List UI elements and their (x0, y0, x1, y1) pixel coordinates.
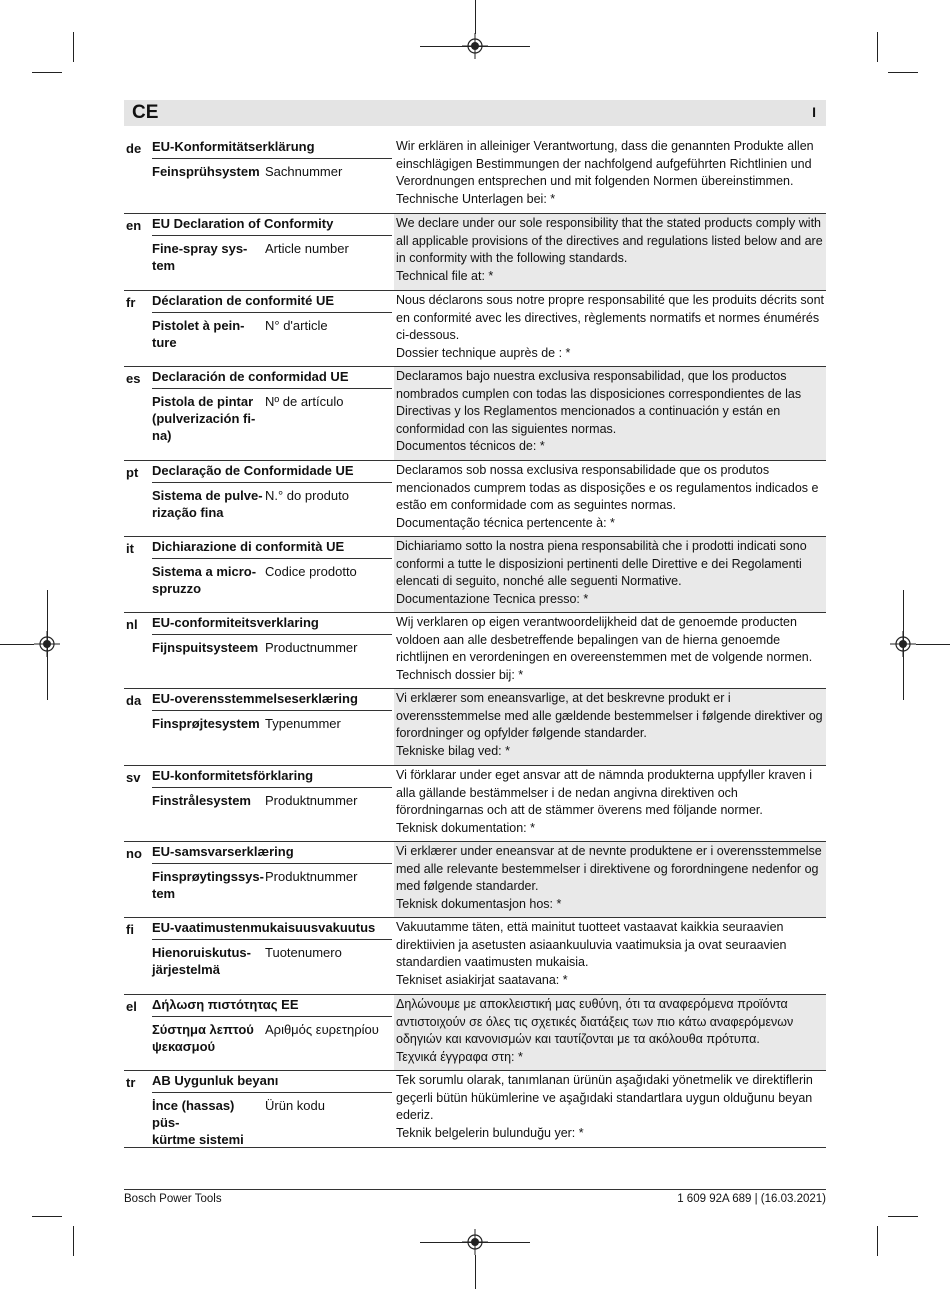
product-name: Pistolet à pein- ture (152, 318, 245, 350)
declaration-title: EU-Konformitätserklärung (152, 137, 392, 159)
product-name: Fine-spray sys- tem (152, 241, 248, 273)
product-info (152, 559, 392, 603)
technical-file-label: Technical file at: * (396, 268, 494, 283)
declaration-title: EU-konformitetsförklaring (152, 766, 392, 788)
declaration-statement: Wir erklären in alleiniger Verantwortung, dass die genannten Produkte allen einschlägigen Bestimmungen der nachfolgend aufgeführten Richtlinien und Verordnungen entsprechen und mit folgenden Normen übereinstimmen. (396, 139, 814, 188)
language-code: da (126, 693, 142, 708)
declaration-title: Dichiarazione di conformità UE (152, 537, 392, 559)
product-name: Pistola de pintar (pulverización fi- na) (152, 394, 256, 443)
declaration-table (124, 137, 826, 1148)
product-name: Hienoruiskutus- järjestelmä (152, 945, 251, 977)
product-name: Feinsprühsystem (152, 164, 260, 179)
article-number-label: N° d'article (265, 318, 328, 333)
declaration-title: EU-conformiteitsverklaring (152, 613, 392, 635)
footer-brand: Bosch Power Tools (124, 1193, 222, 1205)
declaration-title: Declaración de conformidad UE (152, 367, 392, 389)
declaration-text (394, 291, 826, 366)
declaration-statement: Wij verklaren op eigen verantwoordelijkheid dat de genoemde producten voldoen aan alle desbetreffende bepalingen van de hierna genoemde richtlijnen en verordeningen en overeenstemmen met de volgende normen. (396, 615, 813, 664)
technical-file-label: Documentos técnicos de: * (396, 439, 545, 453)
declaration-title: EU-samsvarserklæring (152, 842, 392, 864)
product-name: Finsprøytingssys- tem (152, 869, 264, 901)
product-info (152, 788, 392, 815)
product-name: İnce (hassas) püs- kürtme sistemi (152, 1098, 244, 1147)
page-header (124, 100, 826, 126)
technical-file-label: Τεχνικά έγγραφα στη: * (396, 1049, 523, 1064)
declaration-title: Δήλωση πιστότητας ΕΕ (152, 995, 392, 1017)
crop-mark (888, 1216, 918, 1217)
declaration-text (394, 1071, 826, 1147)
ce-mark: CE (132, 102, 159, 123)
technical-file-label: Technisch dossier bij: * (396, 667, 524, 682)
declaration-row (124, 537, 826, 613)
product-info (152, 483, 392, 527)
declaration-title: Déclaration de conformité UE (152, 291, 392, 313)
declaration-meta (152, 995, 392, 1061)
article-number-label: Ürün kodu (265, 1098, 325, 1113)
page-number: I (812, 104, 816, 120)
article-number-label: Article number (265, 241, 349, 256)
declaration-row (124, 995, 826, 1071)
declaration-statement: Tek sorumlu olarak, tanımlanan ürünün aşağıdaki yönetmelik ve direktiflerin geçerli bütün hükümlerine ve aşağıdaki standartlara uygun olduğunu beyan ederiz. (396, 1073, 813, 1122)
crop-mark (877, 1226, 878, 1256)
technical-file-label: Tekniset asiakirjat saatavana: * (396, 972, 568, 987)
declaration-text (394, 613, 826, 688)
technical-file-label: Teknisk dokumentation: * (396, 820, 535, 835)
declaration-meta (152, 613, 392, 662)
declaration-text (394, 689, 826, 765)
declaration-row (124, 842, 826, 918)
crop-mark (475, 0, 476, 34)
language-code: fr (126, 295, 136, 310)
declaration-row (124, 291, 826, 367)
declaration-statement: Dichiariamo sotto la nostra piena responsabilità che i prodotti indicati sono conformi a tutte le disposizioni pertinenti delle Direttive e dei Regolamenti elencati di seguito, nonché alle seguenti Normative. (396, 539, 807, 588)
article-number-label: Codice prodotto (265, 564, 357, 579)
article-number-label: Αριθμός ευρετηρίου (265, 1022, 379, 1037)
declaration-statement: Declaramos sob nossa exclusiva responsabilidade que os produtos mencionados cumprem todas as disposições e os regulamentos indicados e estão em conformidade com as seguintes normas. (396, 463, 819, 512)
footer-doc-number: 1 609 92A 689 | (16.03.2021) (677, 1193, 826, 1205)
declaration-statement: Vakuutamme täten, että mainitut tuotteet vastaavat kaikkia seuraavien direktiivien ja asetusten asiaankuuluvia vaatimuksia ja ovat seuraavien standardien vaatimusten mukaisia. (396, 920, 787, 969)
declaration-meta (152, 214, 392, 280)
product-name: Σύστημα λεπτού ψεκασμού (152, 1022, 254, 1054)
technical-file-label: Documentação técnica pertencente à: * (396, 515, 615, 530)
language-code: pt (126, 465, 139, 480)
crop-mark (877, 32, 878, 62)
product-info (152, 635, 392, 662)
declaration-row (124, 461, 826, 537)
declaration-statement: Vi erklærer som eneansvarlige, at det beskrevne produkt er i overensstemmelse med alle gældende bestemmelser i følgende direktiver og forordninger og opfylder følgende standarder. (396, 691, 823, 740)
declaration-title: EU Declaration of Conformity (152, 214, 392, 236)
product-name: Fijnspuitsysteem (152, 640, 259, 655)
declaration-title: EU-vaatimustenmukaisuusvakuutus (152, 918, 392, 940)
technical-file-label: Technische Unterlagen bei: * (396, 191, 556, 206)
language-code: nl (126, 617, 138, 632)
product-info (152, 940, 392, 984)
declaration-text (394, 842, 826, 917)
declaration-statement: Nous déclarons sous notre propre responsabilité que les produits décrits sont en conformité avec les directives, règlements normatifs et normes énumérés ci-dessous. (396, 293, 825, 342)
article-number-label: Typenummer (265, 716, 341, 731)
crop-mark (420, 1242, 530, 1243)
declaration-meta (152, 842, 392, 908)
declaration-row (124, 367, 826, 461)
declaration-text (394, 995, 826, 1070)
crop-mark (916, 644, 950, 645)
product-info (152, 1093, 392, 1154)
language-code: fi (126, 922, 134, 937)
language-code: tr (126, 1075, 136, 1090)
declaration-row (124, 214, 826, 291)
language-code: no (126, 846, 142, 861)
declaration-statement: Vi erklærer under eneansvar at de nevnte produktene er i overensstemmelse med alle relevante bestemmelser i direktivene og forordningene nedenfor og med følgende standarder. (396, 844, 822, 893)
declaration-meta (152, 1071, 392, 1154)
declaration-title: AB Uygunluk beyanı (152, 1071, 392, 1093)
declaration-statement: Declaramos bajo nuestra exclusiva responsabilidad, que los productos nombrados cumplen con todas las disposiciones correspondientes de las Directivas y los Reglamentos mencionados a continuación y están en conformidad con las siguientes normas. (396, 369, 802, 436)
product-info (152, 159, 392, 186)
declaration-title: EU-overensstemmelseserklæring (152, 689, 392, 711)
declaration-meta (152, 461, 392, 527)
technical-file-label: Teknik belgelerin bulunduğu yer: * (396, 1125, 584, 1140)
declaration-meta (152, 137, 392, 186)
product-info (152, 389, 392, 450)
declaration-text (394, 918, 826, 994)
declaration-meta (152, 537, 392, 603)
declaration-meta (152, 689, 392, 738)
crop-mark (903, 590, 904, 700)
article-number-label: Sachnummer (265, 164, 343, 179)
declaration-meta (152, 766, 392, 815)
language-code: de (126, 141, 142, 156)
crop-mark (32, 1216, 62, 1217)
declaration-row (124, 613, 826, 689)
technical-file-label: Tekniske bilag ved: * (396, 743, 510, 758)
product-info (152, 313, 392, 357)
product-name: Finsprøjtesystem (152, 716, 260, 731)
declaration-statement: We declare under our sole responsibility that the stated products comply with all applicable provisions of the directives and regulations listed below and are in conformity with the following standards. (396, 216, 823, 265)
product-name: Finstrålesystem (152, 793, 251, 808)
crop-mark (0, 644, 34, 645)
article-number-label: Tuotenumero (265, 945, 342, 960)
page-footer (124, 1189, 826, 1205)
language-code: en (126, 218, 142, 233)
article-number-label: Productnummer (265, 640, 358, 655)
crop-mark (475, 1255, 476, 1289)
declaration-statement: Vi förklarar under eget ansvar att de nämnda produkterna uppfyller kraven i alla gällande bestämmelser i de nedan angivna direktiven och förordningarnas och att de stämmer överens med följande normer. (396, 768, 812, 817)
declaration-row (124, 918, 826, 995)
language-code: es (126, 371, 141, 386)
product-info (152, 711, 392, 738)
declaration-row (124, 137, 826, 214)
language-code: sv (126, 770, 141, 785)
product-info (152, 1017, 392, 1061)
declaration-row (124, 689, 826, 766)
crop-mark (47, 590, 48, 700)
declaration-statement: Δηλώνουμε με αποκλειστική μας ευθύνη, ότι τα αναφερόμενα προϊόντα αντιστοιχούν σε όλες τις σχετικές διατάξεις των πιο κάτω αναφερόμενων οδηγιών και κανονισμών και ταυτίζονται με τα ακόλουθα πρότυπα. (396, 997, 794, 1046)
crop-mark (888, 72, 918, 73)
declaration-text (394, 766, 826, 841)
crop-mark (73, 1226, 74, 1256)
declaration-meta (152, 918, 392, 984)
crop-mark (420, 46, 530, 47)
product-info (152, 864, 392, 908)
declaration-text (394, 461, 826, 536)
declaration-text (394, 214, 826, 290)
crop-mark (32, 72, 62, 73)
technical-file-label: Teknisk dokumentasjon hos: * (396, 896, 562, 911)
declaration-row (124, 766, 826, 842)
technical-file-label: Documentazione Tecnica presso: * (396, 591, 589, 606)
crop-mark (73, 32, 74, 62)
declaration-row (124, 1071, 826, 1148)
declaration-meta (152, 291, 392, 357)
declaration-text (394, 367, 826, 460)
declaration-title: Declaração de Conformidade UE (152, 461, 392, 483)
product-name: Sistema a micro- spruzzo (152, 564, 257, 596)
declaration-text (394, 137, 826, 213)
product-info (152, 236, 392, 280)
article-number-label: Nº de artículo (265, 394, 344, 409)
article-number-label: Produktnummer (265, 793, 358, 808)
technical-file-label: Dossier technique auprès de : * (396, 345, 571, 360)
language-code: el (126, 999, 137, 1014)
declaration-meta (152, 367, 392, 450)
product-name: Sistema de pulve- rização fina (152, 488, 263, 520)
article-number-label: Produktnummer (265, 869, 358, 884)
language-code: it (126, 541, 134, 556)
article-number-label: N.° do produto (265, 488, 349, 503)
declaration-text (394, 537, 826, 612)
